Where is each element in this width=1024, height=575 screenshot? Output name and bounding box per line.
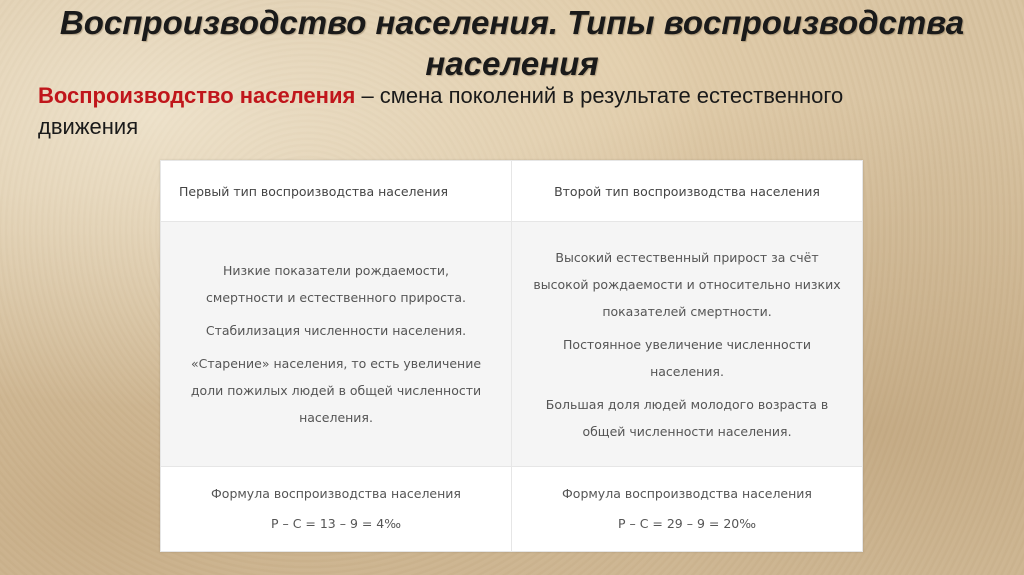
first-type-paragraph: Стабилизация численности населения. xyxy=(205,323,467,338)
definition-term: Воспроизводство населения xyxy=(38,83,356,108)
slide-title: Воспроизводство населения. Типы воспроизводства населения xyxy=(59,4,965,82)
reproduction-types-table xyxy=(160,160,863,552)
header-first-type: Первый тип воспроизводства населения xyxy=(161,161,512,222)
second-type-paragraph: Постоянное увеличение численности населения. xyxy=(563,336,811,379)
first-type-description xyxy=(161,222,512,467)
table-header-row xyxy=(161,161,863,222)
second-type-formula xyxy=(512,467,863,552)
second-type-paragraph: Большая доля людей молодого возраста в общей численности населения. xyxy=(545,396,829,439)
formula-value: Р – С = 13 – 9 = 4‰ xyxy=(270,516,402,531)
definition-body: – смена поколений в результате естественного движения xyxy=(38,83,844,139)
first-type-paragraph: «Старение» населения, то есть увеличение доли пожилых людей в общей численности населения. xyxy=(190,356,482,425)
second-type-description xyxy=(512,222,863,467)
table-row xyxy=(161,222,863,467)
definition-text xyxy=(38,80,938,142)
formula-label: Формула воспроизводства населения xyxy=(562,486,812,501)
formula-value: Р – С = 29 – 9 = 20‰ xyxy=(617,516,757,531)
header-second-type: Второй тип воспроизводства населения xyxy=(512,161,863,222)
second-type-paragraph: Высокий естественный прирост за счёт высокой рождаемости и относительно низких показателей смертности. xyxy=(533,249,841,319)
table-row xyxy=(161,467,863,552)
first-type-formula xyxy=(161,467,512,552)
formula-label: Формула воспроизводства населения xyxy=(211,486,461,501)
first-type-paragraph: Низкие показатели рождаемости, смертности и естественного прироста. xyxy=(206,263,466,305)
comparison-table xyxy=(160,160,863,552)
